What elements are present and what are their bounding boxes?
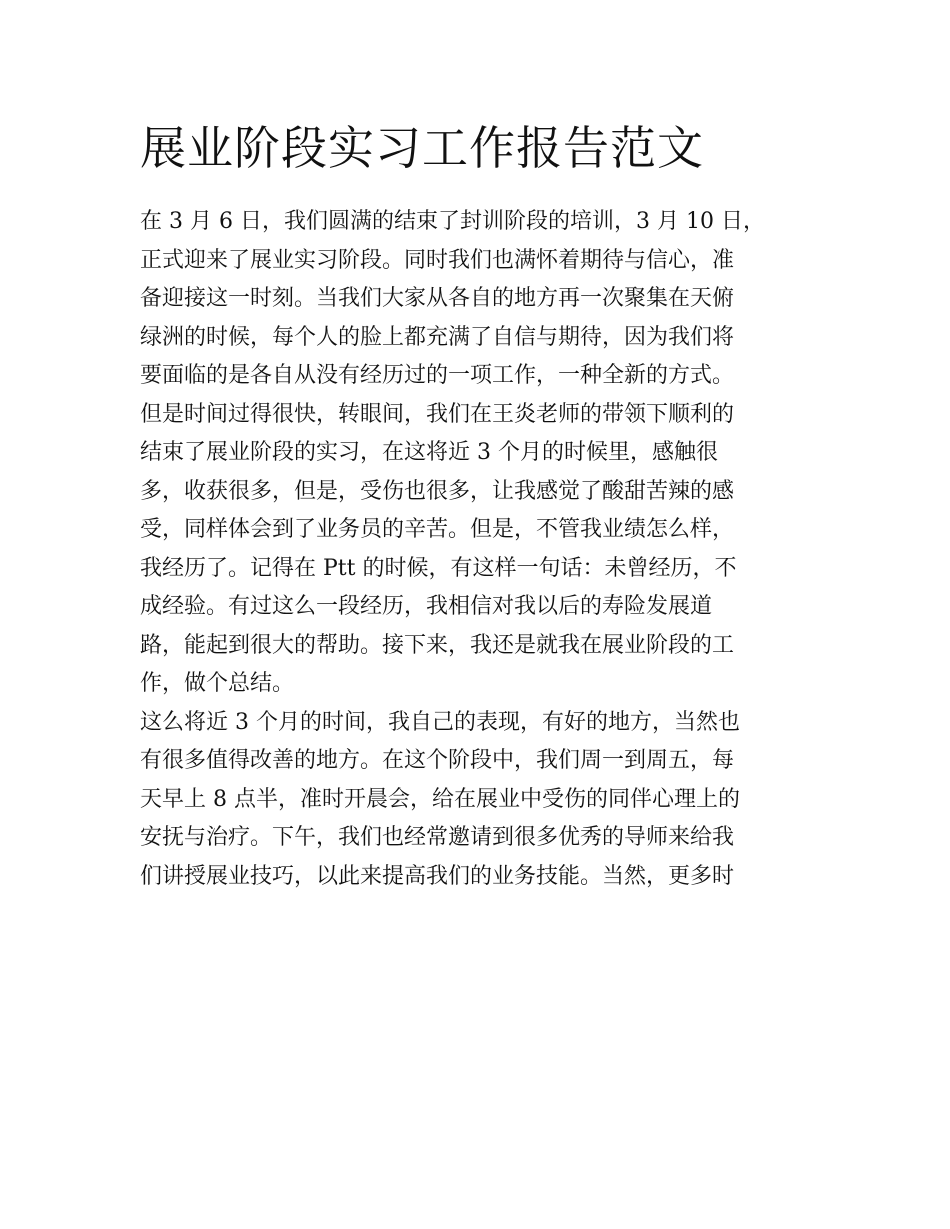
body-text-line: 结束了展业阶段的实习，在这将近 3 个月的时候里，感触很 bbox=[140, 440, 718, 465]
body-text-line: 我经历了。记得在 Ptt 的时候，有这样一句话：未曾经历，不 bbox=[140, 555, 737, 581]
body-text-line: 安抚与治疗。下午，我们也经常邀请到很多优秀的导师来给我 bbox=[140, 825, 735, 850]
body-text-line: 路，能起到很大的帮助。接下来，我还是就我在展业阶段的工 bbox=[140, 632, 735, 658]
body-text-line: 作，做个总结。 bbox=[140, 671, 295, 696]
body-text-line: 但是时间过得很快，转眼间，我们在王炎老师的带领下顺利的 bbox=[140, 401, 735, 427]
body-text-line: 绿洲的时候，每个人的脸上都充满了自信与期待，因为我们将 bbox=[140, 324, 735, 350]
body-text-line: 这么将近 3 个月的时间，我自己的表现，有好的地方，当然也 bbox=[140, 709, 740, 735]
body-text-line: 要面临的是各自从没有经历过的一项工作，一种全新的方式。 bbox=[140, 363, 735, 388]
body-text-line: 正式迎来了展业实习阶段。同时我们也满怀着期待与信心，准 bbox=[140, 247, 735, 273]
body-text-line: 有很多值得改善的地方。在这个阶段中，我们周一到周五，每 bbox=[140, 748, 735, 773]
body-text-line: 备迎接这一时刻。当我们大家从各自的地方再一次聚集在天俯 bbox=[140, 286, 735, 311]
body-text-line: 们讲授展业技巧，以此来提高我们的业务技能。当然，更多时 bbox=[140, 863, 735, 889]
document-body bbox=[140, 203, 820, 896]
body-text-line: 受，同样体会到了业务员的辛苦。但是，不管我业绩怎么样， bbox=[140, 517, 735, 542]
body-text-line: 成经验。有过这么一段经历，我相信对我以后的寿险发展道 bbox=[140, 594, 713, 619]
body-text-line: 多，收获很多，但是，受伤也很多，让我感觉了酸甜苦辣的感 bbox=[140, 478, 735, 504]
document-title: 展业阶段实习工作报告范文 bbox=[140, 121, 704, 175]
body-text-line: 在 3 月 6 日，我们圆满的结束了封训阶段的培训，3 月 10 日， bbox=[140, 209, 765, 234]
body-text-line: 天早上 8 点半，准时开晨会，给在展业中受伤的同伴心理上的 bbox=[140, 786, 740, 812]
